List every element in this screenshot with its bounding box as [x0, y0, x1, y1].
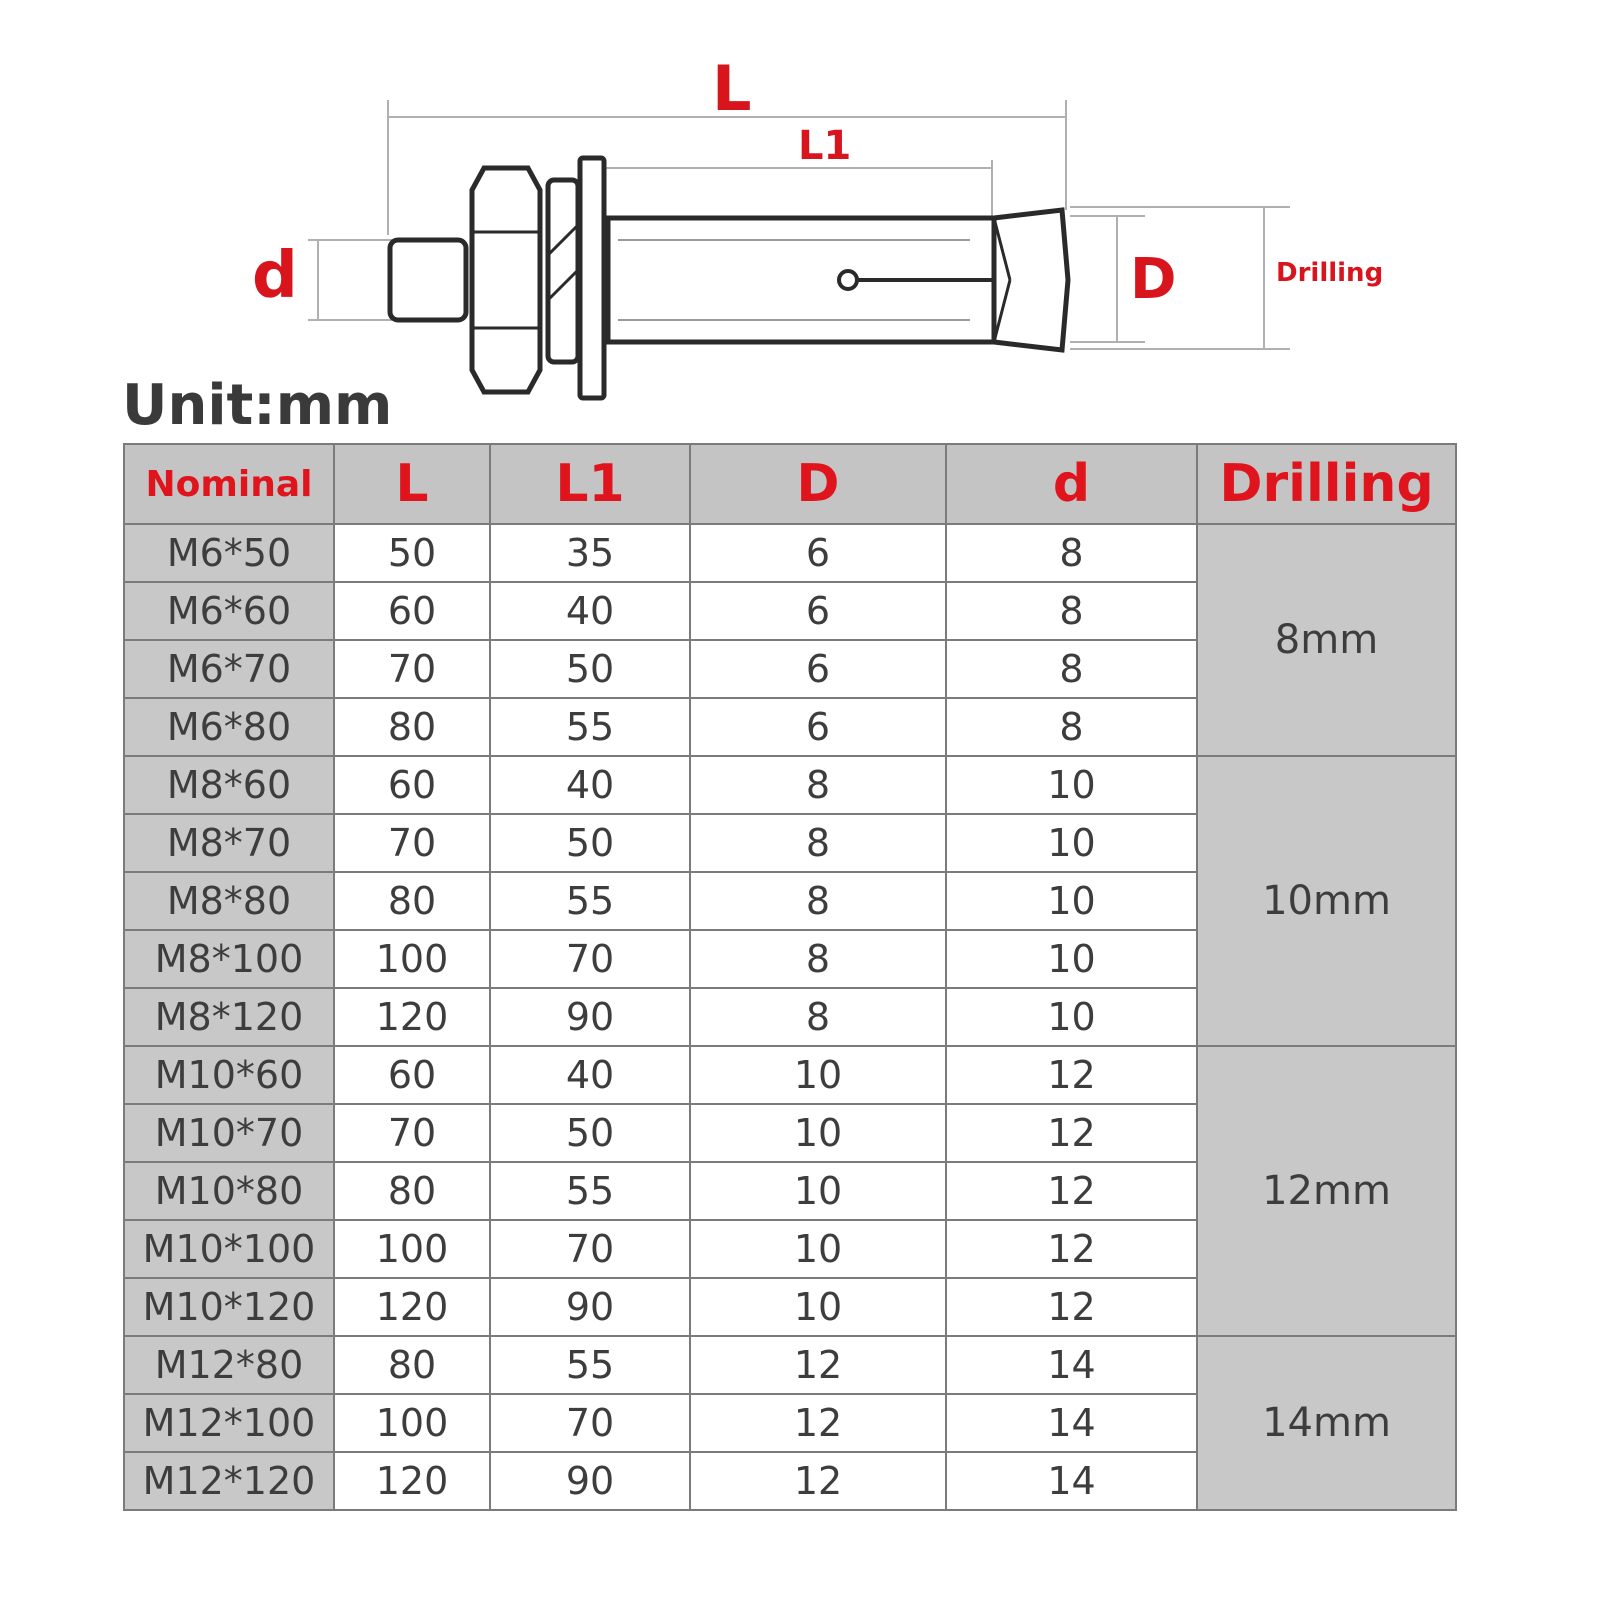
cell-d: 14 — [946, 1452, 1197, 1510]
cell-L1: 55 — [490, 1162, 690, 1220]
cell-d: 12 — [946, 1162, 1197, 1220]
cell-L: 60 — [334, 756, 490, 814]
cell-drilling: 10mm — [1197, 756, 1456, 1046]
cell-d: 10 — [946, 814, 1197, 872]
cell-D: 12 — [690, 1336, 946, 1394]
cell-L1: 35 — [490, 524, 690, 582]
cell-nominal: M8*70 — [124, 814, 334, 872]
cell-D: 10 — [690, 1220, 946, 1278]
cell-nominal: M10*100 — [124, 1220, 334, 1278]
cell-L1: 70 — [490, 1220, 690, 1278]
table-body — [124, 524, 1456, 1510]
cell-L1: 40 — [490, 1046, 690, 1104]
cell-L: 100 — [334, 1220, 490, 1278]
cell-d: 10 — [946, 930, 1197, 988]
cell-D: 8 — [690, 756, 946, 814]
cell-d: 8 — [946, 524, 1197, 582]
cell-nominal: M6*60 — [124, 582, 334, 640]
table-header-row — [124, 444, 1456, 524]
cell-d: 10 — [946, 988, 1197, 1046]
cell-nominal: M8*60 — [124, 756, 334, 814]
cell-L: 100 — [334, 930, 490, 988]
table-row — [124, 1336, 1456, 1394]
cell-L1: 70 — [490, 1394, 690, 1452]
table-row — [124, 756, 1456, 814]
bolt-body — [390, 158, 1068, 398]
cell-drilling: 12mm — [1197, 1046, 1456, 1336]
header-nominal: Nominal — [124, 444, 334, 524]
cell-L: 50 — [334, 524, 490, 582]
cell-L1: 55 — [490, 1336, 690, 1394]
cell-D: 6 — [690, 582, 946, 640]
cell-nominal: M10*70 — [124, 1104, 334, 1162]
cell-nominal: M6*70 — [124, 640, 334, 698]
cell-L: 80 — [334, 872, 490, 930]
cell-d: 10 — [946, 872, 1197, 930]
cell-L: 120 — [334, 1452, 490, 1510]
cell-D: 8 — [690, 872, 946, 930]
cell-D: 10 — [690, 1278, 946, 1336]
label-d: d — [252, 239, 298, 313]
header-drilling: Drilling — [1197, 444, 1456, 524]
cell-nominal: M8*120 — [124, 988, 334, 1046]
cell-L: 80 — [334, 698, 490, 756]
cell-L1: 90 — [490, 1452, 690, 1510]
cell-D: 6 — [690, 698, 946, 756]
cell-L1: 50 — [490, 814, 690, 872]
header-d: d — [946, 444, 1197, 524]
cell-D: 12 — [690, 1452, 946, 1510]
cell-nominal: M8*100 — [124, 930, 334, 988]
table-row — [124, 524, 1456, 582]
label-D: D — [1130, 247, 1177, 312]
cell-L: 70 — [334, 1104, 490, 1162]
cell-d: 14 — [946, 1394, 1197, 1452]
table-row — [124, 1046, 1456, 1104]
cell-d: 14 — [946, 1336, 1197, 1394]
cell-L1: 55 — [490, 872, 690, 930]
cell-nominal: M10*60 — [124, 1046, 334, 1104]
cell-nominal: M12*80 — [124, 1336, 334, 1394]
label-drilling: Drilling — [1276, 258, 1384, 288]
cell-L1: 55 — [490, 698, 690, 756]
cell-nominal: M6*80 — [124, 698, 334, 756]
cell-L1: 70 — [490, 930, 690, 988]
cell-d: 8 — [946, 640, 1197, 698]
cell-L1: 40 — [490, 756, 690, 814]
cell-D: 6 — [690, 524, 946, 582]
cell-d: 8 — [946, 582, 1197, 640]
header-D: D — [690, 444, 946, 524]
cell-L1: 90 — [490, 988, 690, 1046]
cell-nominal: M6*50 — [124, 524, 334, 582]
cell-L: 60 — [334, 582, 490, 640]
cell-drilling: 14mm — [1197, 1336, 1456, 1510]
cell-L1: 50 — [490, 1104, 690, 1162]
unit-label: Unit:mm — [122, 373, 393, 438]
cell-L: 60 — [334, 1046, 490, 1104]
label-L1: L1 — [798, 123, 852, 169]
cell-d: 8 — [946, 698, 1197, 756]
header-L: L — [334, 444, 490, 524]
cell-D: 6 — [690, 640, 946, 698]
cell-nominal: M12*120 — [124, 1452, 334, 1510]
cell-d: 12 — [946, 1046, 1197, 1104]
cell-D: 8 — [690, 814, 946, 872]
cell-L: 100 — [334, 1394, 490, 1452]
label-L: L — [712, 52, 752, 125]
cell-D: 12 — [690, 1394, 946, 1452]
cell-d: 12 — [946, 1104, 1197, 1162]
cell-D: 8 — [690, 988, 946, 1046]
cell-L1: 90 — [490, 1278, 690, 1336]
cell-d: 10 — [946, 756, 1197, 814]
cell-L: 120 — [334, 1278, 490, 1336]
cell-L: 70 — [334, 640, 490, 698]
cell-nominal: M12*100 — [124, 1394, 334, 1452]
cell-nominal: M8*80 — [124, 872, 334, 930]
cell-D: 10 — [690, 1046, 946, 1104]
cell-D: 10 — [690, 1162, 946, 1220]
cell-nominal: M10*80 — [124, 1162, 334, 1220]
cell-L1: 50 — [490, 640, 690, 698]
cell-D: 8 — [690, 930, 946, 988]
cell-drilling: 8mm — [1197, 524, 1456, 756]
cell-d: 12 — [946, 1220, 1197, 1278]
header-L1: L1 — [490, 444, 690, 524]
cell-L: 70 — [334, 814, 490, 872]
cell-L: 80 — [334, 1162, 490, 1220]
cell-L: 120 — [334, 988, 490, 1046]
cell-nominal: M10*120 — [124, 1278, 334, 1336]
cell-L1: 40 — [490, 582, 690, 640]
cell-d: 12 — [946, 1278, 1197, 1336]
cell-L: 80 — [334, 1336, 490, 1394]
cell-D: 10 — [690, 1104, 946, 1162]
spec-table — [123, 443, 1457, 1511]
